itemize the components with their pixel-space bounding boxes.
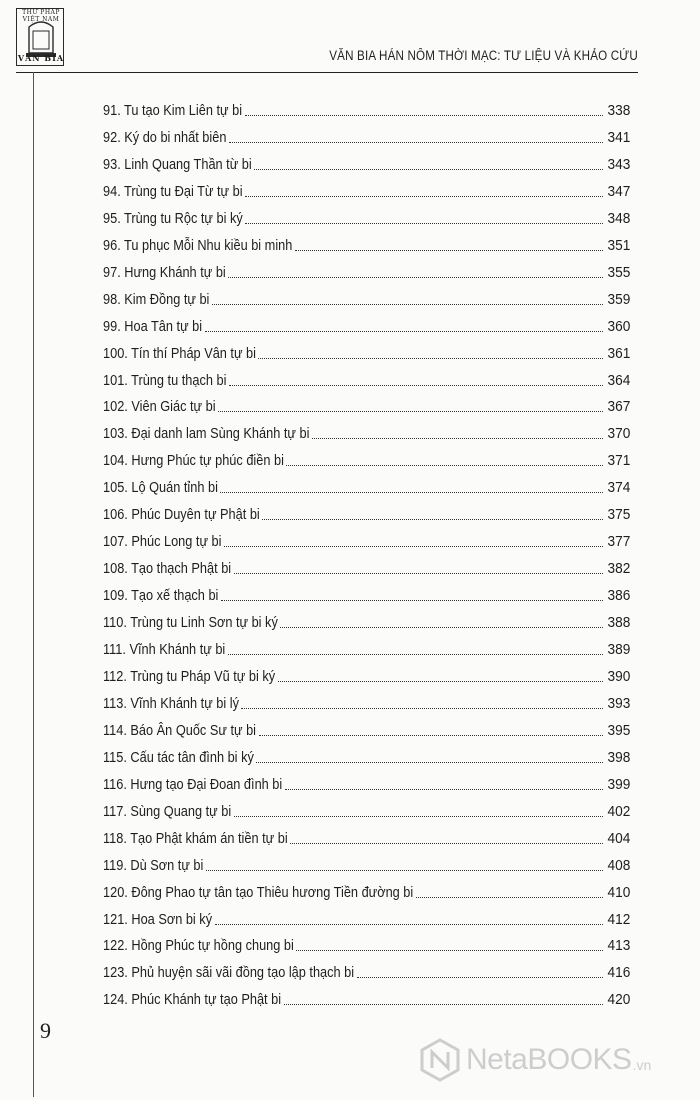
toc-entry-title: 103. Đại danh lam Sùng Khánh tự bi [103, 425, 310, 443]
toc-dot-leader [284, 1004, 603, 1005]
toc-entry-title: 120. Đông Phao tự tân tạo Thiêu hương Tiền đường bi [103, 883, 414, 901]
toc-entry [103, 444, 630, 470]
watermark-suffix: .vn [632, 1057, 652, 1073]
toc-dot-leader [259, 735, 603, 736]
toc-entry-page: 402 [607, 802, 630, 820]
toc-entry-title: 124. Phúc Khánh tự tạo Phật bi [103, 991, 282, 1009]
toc-entry-title: 121. Hoa Sơn bi ký [103, 910, 213, 928]
toc-entry [103, 579, 630, 605]
toc-entry [103, 552, 630, 578]
toc-entry [103, 768, 630, 794]
watermark [420, 1035, 651, 1085]
toc-dot-leader [229, 385, 603, 386]
toc-entry-title: 105. Lộ Quán tỉnh bi [103, 479, 218, 497]
toc-entry-title: 118. Tạo Phật khám án tiền tự bi [103, 829, 288, 847]
toc-entry [103, 983, 630, 1009]
toc-dot-leader [256, 762, 603, 763]
header-rule [16, 72, 638, 73]
toc-entry-title: 112. Trùng tu Pháp Vũ tự bi ký [103, 667, 276, 685]
toc-dot-leader [220, 492, 603, 493]
toc-dot-leader [221, 600, 603, 601]
toc-dot-leader [234, 573, 603, 574]
toc-entry [103, 283, 630, 309]
toc-entry-page: 398 [607, 748, 630, 766]
toc-entry-page: 413 [607, 937, 630, 955]
toc-dot-leader [205, 331, 603, 332]
toc-dot-leader [228, 654, 603, 655]
toc-entry [103, 876, 630, 902]
toc-entry-page: 377 [607, 533, 630, 551]
page-number: 9 [40, 1018, 51, 1043]
toc-entry-page: 338 [607, 102, 630, 119]
toc-entry-title: 99. Hoa Tân tự bi [103, 317, 203, 335]
toc-entry-page: 371 [607, 452, 630, 470]
toc-dot-leader [285, 789, 603, 790]
toc-entry [103, 525, 630, 551]
toc-entry-title: 115. Cấu tác tân đình bi ký [103, 748, 254, 766]
toc-entry-title: 95. Trùng tu Rộc tự bi ký [103, 209, 243, 227]
toc-dot-leader [245, 196, 603, 197]
toc-dot-leader [262, 519, 603, 520]
toc-entry [103, 929, 630, 955]
toc-entry-page: 399 [607, 775, 630, 793]
toc-entry [103, 956, 630, 982]
toc-dot-leader [312, 438, 603, 439]
toc-entry-title: 92. Ký do bi nhất biên [103, 128, 227, 146]
toc-entry-title: 96. Tu phục Mỗi Nhu kiều bi minh [103, 236, 293, 254]
toc-entry-page: 395 [607, 721, 630, 739]
running-head: VĂN BIA HÁN NÔM THỜI MẠC: TƯ LIỆU VÀ KHẢO CỨU [329, 48, 638, 63]
toc-entry-page: 361 [607, 344, 630, 362]
toc-entry-title: 106. Phúc Duyên tự Phật bi [103, 506, 260, 524]
toc-dot-leader [212, 304, 603, 305]
toc-entry-page: 341 [607, 128, 630, 146]
toc-entry-page: 364 [607, 371, 630, 389]
toc-entry [103, 498, 630, 524]
toc-entry-title: 123. Phủ huyện sãi vãi đồng tạo lập thạch bi [103, 964, 355, 982]
toc-entry [103, 687, 630, 713]
toc-entry [103, 121, 630, 147]
toc-entry-title: 94. Trùng tu Đại Từ tự bi [103, 182, 243, 200]
toc-entry-title: 104. Hưng Phúc tự phúc điền bi [103, 452, 284, 470]
toc-entry [103, 660, 630, 686]
toc-entry [103, 256, 630, 282]
toc-entry-title: 114. Báo Ân Quốc Sư tự bi [103, 721, 257, 739]
toc-entry [103, 822, 630, 848]
toc-entry-title: 111. Vĩnh Khánh tự bi [103, 641, 226, 658]
toc-entry-page: 416 [607, 964, 630, 982]
toc-entry [103, 148, 630, 174]
toc-entry [103, 390, 630, 416]
toc-entry-title: 113. Vĩnh Khánh tự bi lý [103, 694, 239, 712]
toc-dot-leader [224, 546, 603, 547]
toc-entry [103, 229, 630, 255]
toc-dot-leader [215, 924, 603, 925]
watermark-brand: NetaBOOKS [466, 1043, 632, 1076]
toc-dot-leader [290, 843, 603, 844]
toc-entry-title: 117. Sùng Quang tự bi [103, 802, 232, 820]
toc-entry-title: 100. Tín thí Pháp Vân tự bi [103, 344, 256, 362]
toc-entry-title: 119. Dù Sơn tự bi [103, 856, 204, 874]
toc-entry-title: 93. Linh Quang Thần từ bi [103, 155, 252, 173]
toc-entry-page: 360 [607, 317, 630, 335]
toc-entry-page: 370 [607, 425, 630, 443]
toc-entry-title: 98. Kim Đồng tự bi [103, 290, 210, 308]
toc-entry-page: 367 [607, 398, 630, 416]
publisher-logo [16, 8, 64, 66]
toc-dot-leader [416, 897, 603, 898]
n-hexagon-icon [420, 1038, 460, 1082]
toc-entry [103, 94, 630, 120]
toc-dot-leader [228, 277, 603, 278]
toc-entry-page: 386 [607, 587, 630, 605]
toc-entry [103, 741, 630, 767]
toc-entry [103, 175, 630, 201]
logo-top-text: THƯ PHÁP VIỆT NAM [22, 9, 60, 23]
toc-entry-page: 404 [607, 829, 630, 847]
toc-entry-page: 343 [607, 155, 630, 173]
logo-bottom-text: VĂN BIA [17, 53, 65, 63]
toc-entry-title: 108. Tạo thạch Phật bi [103, 560, 232, 578]
side-rule [33, 72, 34, 1097]
toc-entry-title: 110. Trùng tu Linh Sơn tự bi ký [103, 614, 278, 632]
toc-entry-page: 410 [607, 883, 630, 901]
toc-entry [103, 606, 630, 632]
toc-entry [103, 337, 630, 363]
toc-entry-page: 412 [607, 910, 630, 928]
toc-entry [103, 795, 630, 821]
toc-dot-leader [245, 223, 603, 224]
toc-entry-title: 101. Trùng tu thạch bi [103, 371, 227, 389]
toc-entry [103, 714, 630, 740]
toc-entry-page: 348 [607, 209, 630, 227]
toc-entry-page: 347 [607, 182, 630, 200]
toc-dot-leader [295, 250, 603, 251]
toc-dot-leader [278, 681, 603, 682]
toc-entry-title: 97. Hưng Khánh tự bi [103, 263, 226, 281]
toc-entry-page: 408 [607, 856, 630, 874]
toc-dot-leader [218, 411, 603, 412]
toc-dot-leader [241, 708, 603, 709]
toc-dot-leader [280, 627, 603, 628]
toc-entry-title: 122. Hồng Phúc tự hồng chung bi [103, 937, 294, 955]
toc-dot-leader [254, 169, 603, 170]
toc-dot-leader [258, 358, 603, 359]
toc-entry-page: 355 [607, 263, 630, 281]
toc-entry-page: 388 [607, 614, 630, 632]
toc-entry-page: 359 [607, 290, 630, 308]
toc-dot-leader [234, 816, 603, 817]
toc-entry-page: 420 [607, 991, 630, 1009]
toc-entry-page: 374 [607, 479, 630, 497]
toc-entry [103, 310, 630, 336]
toc-entry-page: 375 [607, 506, 630, 524]
toc-entry-page: 393 [607, 694, 630, 712]
toc-dot-leader [357, 977, 603, 978]
toc-dot-leader [286, 465, 603, 466]
toc-entry [103, 849, 630, 875]
toc-entry-title: 116. Hưng tạo Đại Đoan đình bi [103, 775, 283, 793]
toc-dot-leader [206, 870, 603, 871]
toc-entry-title: 109. Tạo xế thạch bi [103, 587, 219, 605]
toc-entry [103, 417, 630, 443]
toc-dot-leader [245, 115, 603, 116]
toc-entry [103, 471, 630, 497]
toc-entry [103, 903, 630, 929]
toc-entry-title: 91. Tu tạo Kim Liên tự bi [103, 102, 243, 119]
toc-entry [103, 202, 630, 228]
toc-dot-leader [296, 950, 603, 951]
toc-entry-title: 107. Phúc Long tự bi [103, 533, 222, 551]
toc-entry-page: 351 [607, 236, 630, 254]
toc-entry [103, 364, 630, 390]
toc-entry-page: 382 [607, 560, 630, 578]
toc-entry-page: 390 [607, 667, 630, 685]
toc-entry-title: 102. Viên Giác tự bi [103, 398, 216, 416]
toc-entry-page: 389 [607, 641, 630, 658]
toc-dot-leader [229, 142, 603, 143]
toc-entry [103, 633, 630, 659]
